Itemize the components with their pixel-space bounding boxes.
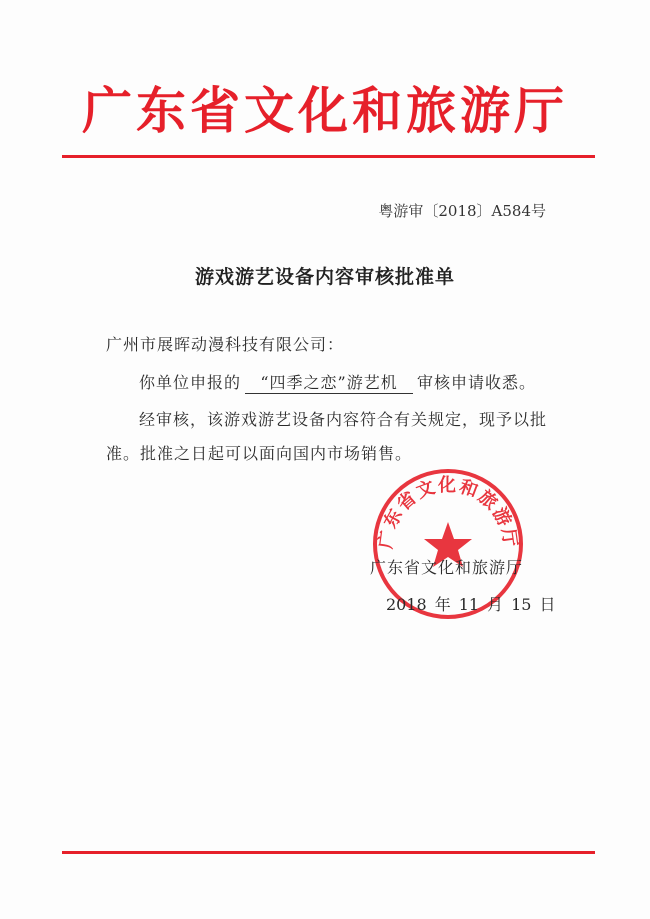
date-day-unit: 日: [539, 595, 556, 614]
date-month-unit: 月: [487, 595, 504, 614]
document-heading: 游戏游艺设备内容审核批准单: [194, 266, 455, 288]
date-year: 2018: [386, 595, 427, 614]
date-month: 11: [458, 595, 480, 614]
signature-date: [382, 592, 559, 615]
date-year-unit: 年: [434, 595, 451, 614]
svg-text:广东省文化和旅游厅: 广东省文化和旅游厅: [375, 475, 521, 551]
footer-red-rule: [62, 851, 595, 854]
letterhead-title: 广东省文化和旅游厅: [82, 81, 568, 140]
letterhead-red-rule: [62, 155, 595, 158]
document-number: 粤游审〔2018〕A584号: [378, 202, 546, 220]
signature-organization: 广东省文化和旅游厅: [370, 558, 524, 577]
paragraph-review-line1: 经审核，该游戏游艺设备内容符合有关规定，现予以批: [139, 410, 548, 429]
paragraph-application-suffix: 审核申请收悉。: [417, 373, 537, 392]
paragraph-review-line2: 准。批准之日起可以面向国内市场销售。: [106, 444, 413, 463]
date-day: 15: [511, 595, 532, 614]
addressee: 广州市展晖动漫科技有限公司：: [106, 335, 345, 354]
paragraph-application: [139, 370, 536, 394]
paragraph-application-prefix: 你单位申报的: [139, 373, 242, 392]
product-name-field: “四季之恋”游艺机: [245, 370, 413, 394]
